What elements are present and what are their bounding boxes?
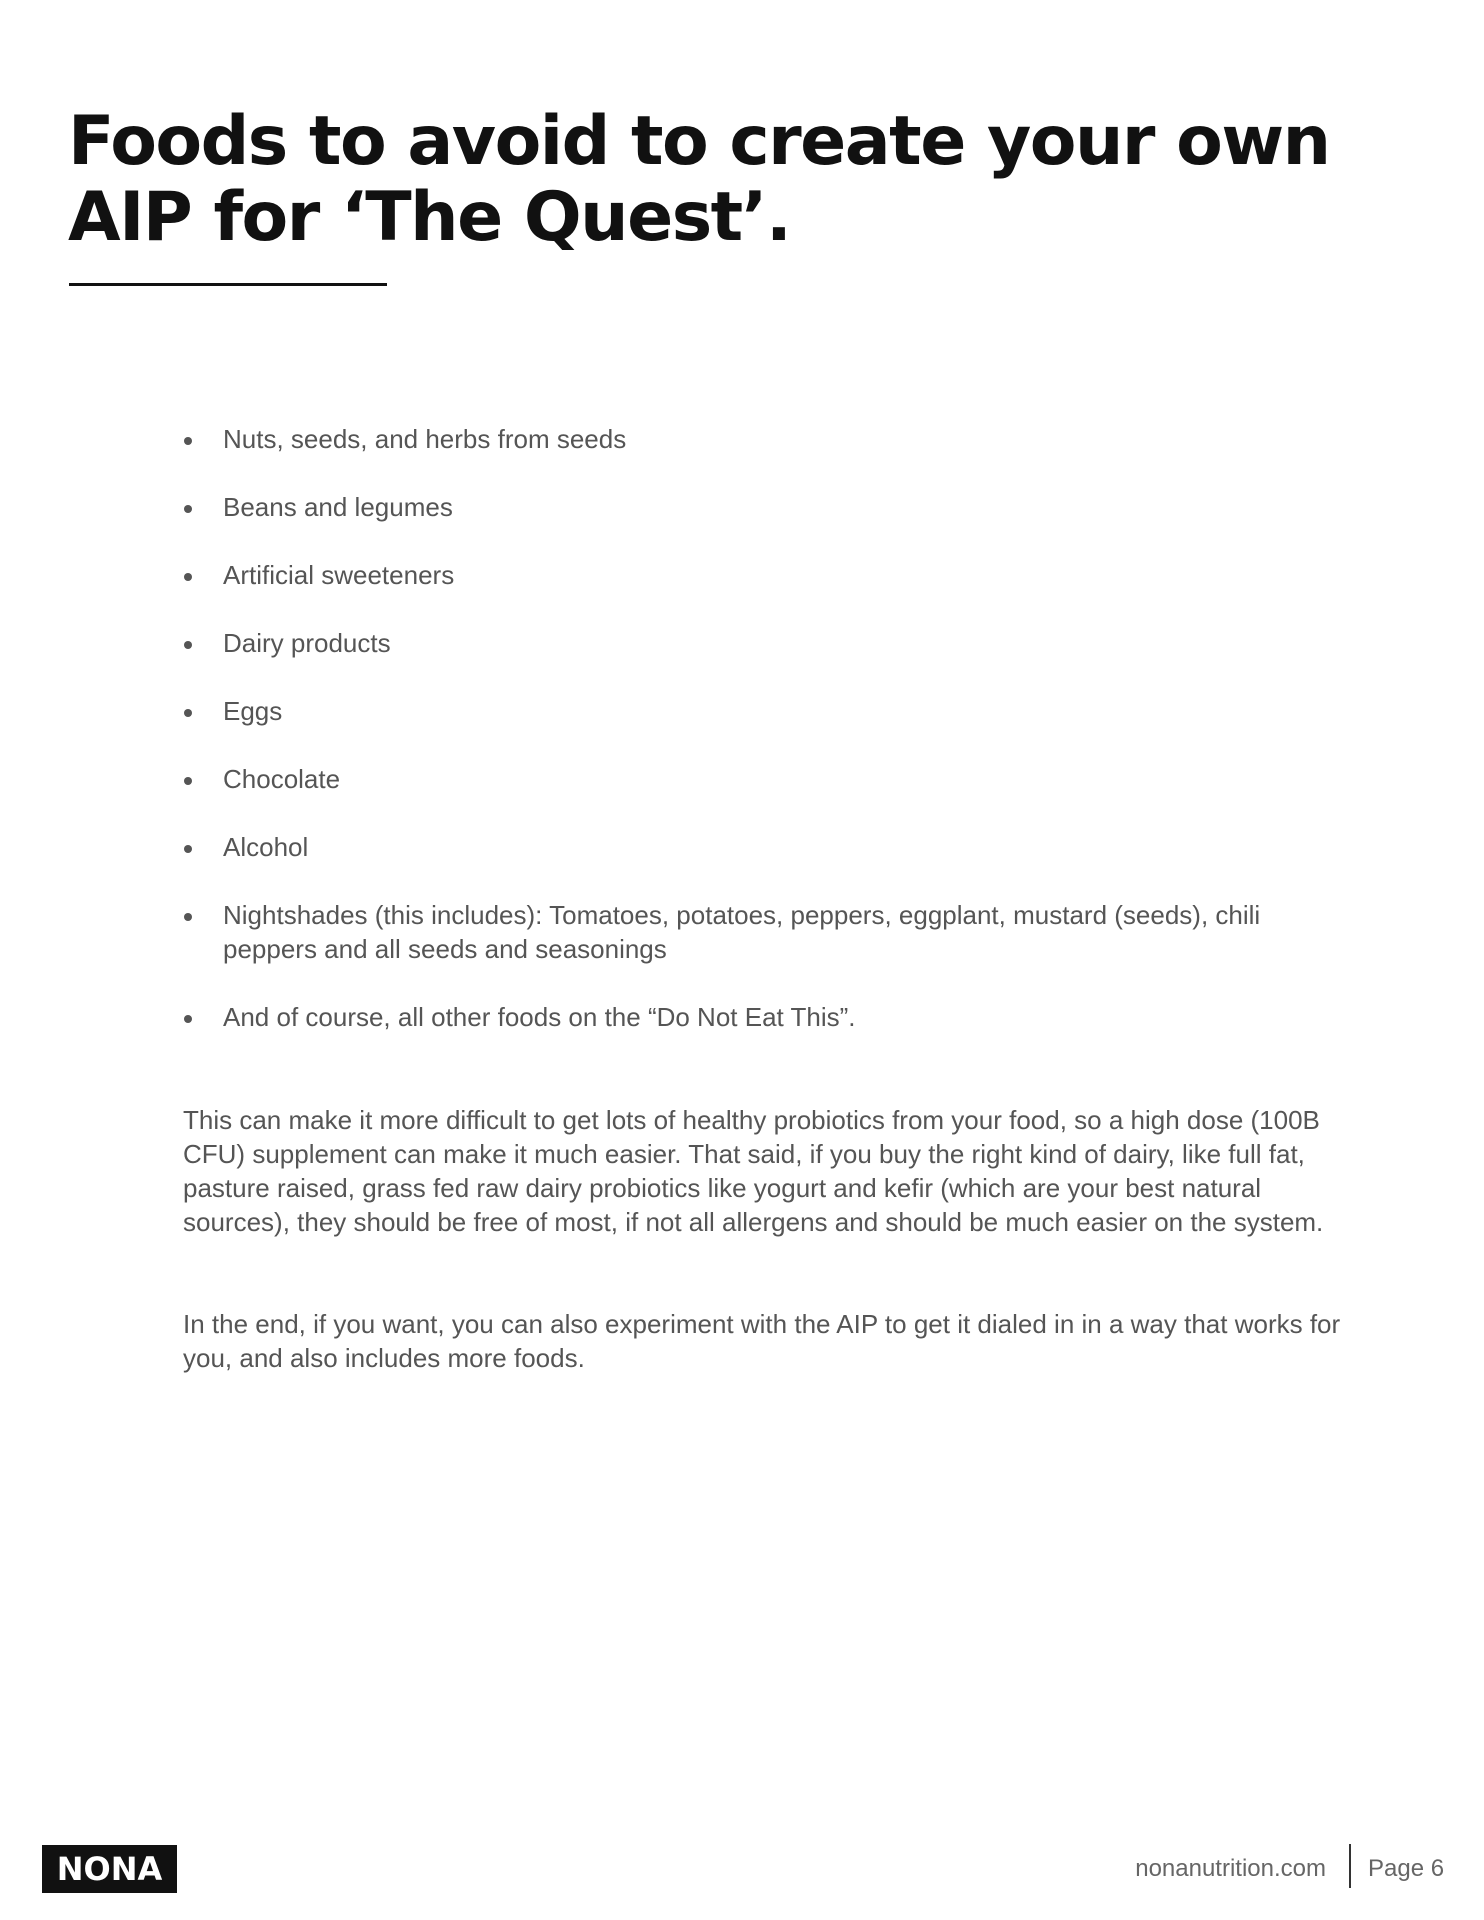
nona-logo: NONA bbox=[42, 1845, 177, 1893]
bullet-icon bbox=[184, 1015, 192, 1023]
bullet-icon bbox=[184, 913, 192, 921]
footer-url: nonanutrition.com bbox=[1135, 1855, 1326, 1882]
page-title: Foods to avoid to create your own AIP for ‘The Quest’. bbox=[68, 102, 1330, 257]
bullet-icon bbox=[184, 437, 192, 445]
bullet-icon bbox=[184, 641, 192, 649]
probiotics-paragraph: This can make it more difficult to get lots of healthy probiotics from your food, so a high dose (100B CFU) supplement can make it much easier. That said, if you buy the right kind of dairy, like full fat, pasture raised, grass fed raw dairy probiotics like yogurt and kefir (which are your best natural sources), they should be free of most, if not all allergens and should be much easier on the system. bbox=[183, 1105, 1324, 1237]
bullet-icon bbox=[184, 845, 192, 853]
closing-paragraph: In the end, if you want, you can also experiment with the AIP to get it dialed in in a way that works for you, and also includes more foods. bbox=[183, 1309, 1341, 1373]
list-item bbox=[181, 898, 1361, 966]
list-item-text: Alcohol bbox=[223, 832, 309, 862]
list-item bbox=[181, 830, 1361, 864]
page-number: Page 6 bbox=[1368, 1855, 1445, 1882]
list-item-text: Dairy products bbox=[223, 628, 391, 658]
list-item-text: Eggs bbox=[223, 696, 283, 726]
list-item bbox=[181, 422, 1361, 456]
list-item bbox=[181, 490, 1361, 524]
list-item-text: Nightshades (this includes): Tomatoes, potatoes, peppers, eggplant, mustard (seeds), chili peppers and all seeds and seasonings bbox=[223, 900, 1261, 964]
title-underline bbox=[69, 283, 387, 286]
list-item-text: Artificial sweeteners bbox=[223, 560, 455, 590]
list-item bbox=[181, 694, 1361, 728]
list-item-text: And of course, all other foods on the “Do Not Eat This”. bbox=[223, 1002, 856, 1032]
list-item bbox=[181, 626, 1361, 660]
footer-divider bbox=[1349, 1844, 1351, 1888]
list-item-text: Beans and legumes bbox=[223, 492, 453, 522]
avoid-foods-list bbox=[181, 422, 1361, 1068]
list-item bbox=[181, 762, 1361, 796]
list-item-text: Chocolate bbox=[223, 764, 341, 794]
bullet-icon bbox=[184, 505, 192, 513]
list-item-text: Nuts, seeds, and herbs from seeds bbox=[223, 424, 627, 454]
bullet-icon bbox=[184, 573, 192, 581]
list-item bbox=[181, 1000, 1361, 1034]
list-item bbox=[181, 558, 1361, 592]
bullet-icon bbox=[184, 709, 192, 717]
bullet-icon bbox=[184, 777, 192, 785]
